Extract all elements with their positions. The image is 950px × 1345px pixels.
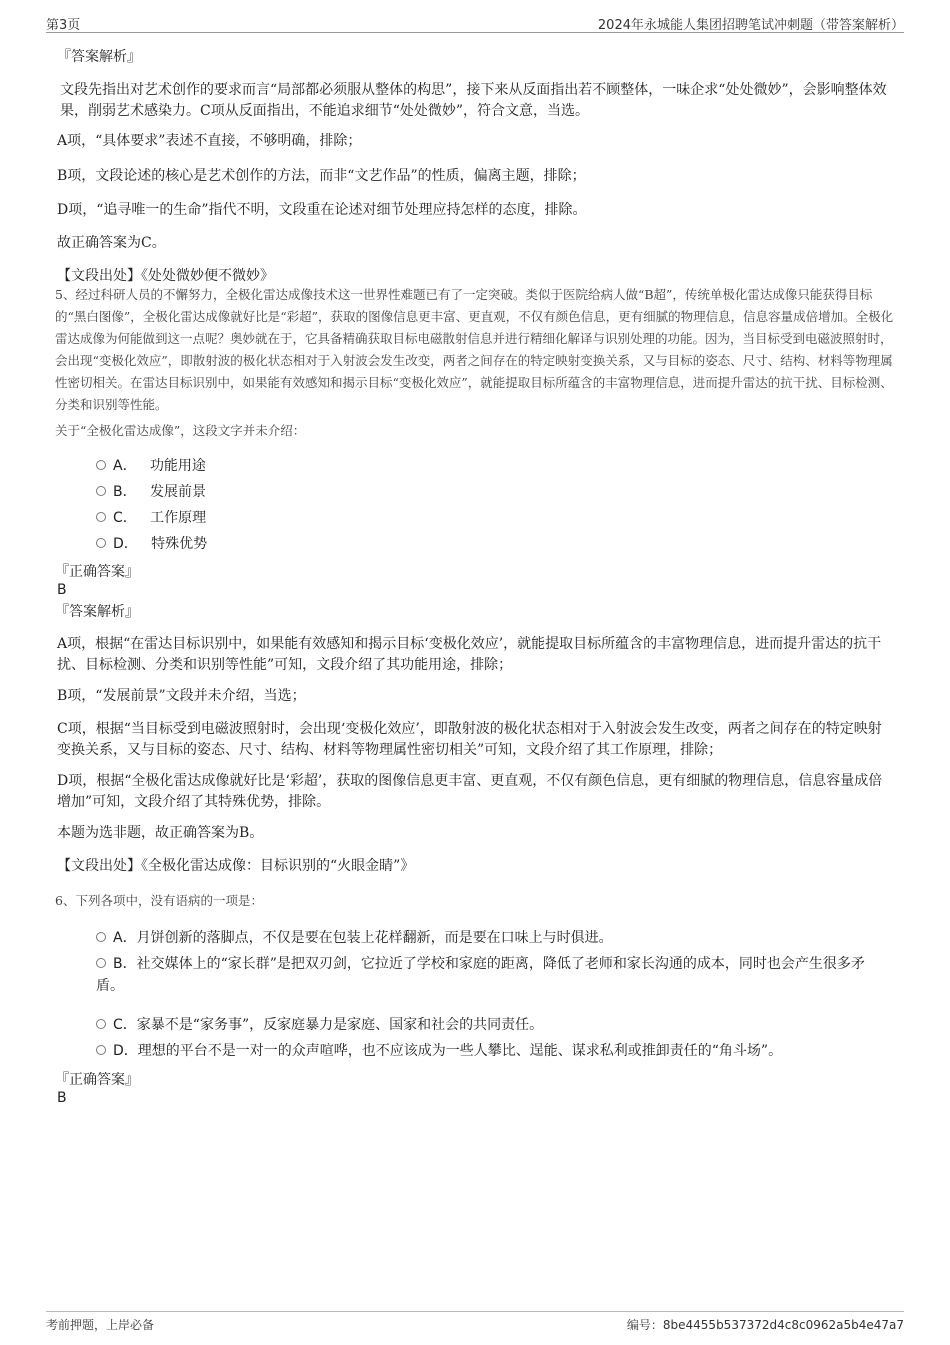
document-title: 2024年永城能人集团招聘笔试冲刺题（带答案解析）	[597, 18, 904, 33]
radio-icon[interactable]	[96, 1045, 106, 1055]
question-prompt: 关于“全极化雷达成像”，这段文字并未介绍：	[55, 423, 306, 438]
radio-icon[interactable]	[96, 486, 106, 496]
correct-answer-heading: 『正确答案』	[55, 1072, 139, 1088]
question-stem: 5、经过科研人员的不懈努力，全极化雷达成像技术这一世界性难题已有了一定突破。类似于医院给病人做“B超”，传统单极化雷达成像只能获得目标的“黑白图像”，全极化雷达成像就好比是“彩超”，获取的图像信息更丰富、更直观，不仅有颜色信息，更有细腻的物理信息，信息容量成倍增加。全极化雷达成像为何能做到这一点呢？奥妙就在于，它具备精确获取目标电磁散射信息并进行精细化解译与识别处理的功能。因为，当目标受到电磁波照射时，会出现“变极化效应”，即散射波的极化状态相对于入射波会发生改变，两者之间存在的特定映射变换关系，又与目标的姿态、尺寸、结构、材料等物理属性密切相关。在雷达目标识别中，如果能有效感知和揭示目标“变极化效应”，就能提取目标所蕴含的丰富物理信息，进而提升雷达的抗干扰、目标检测、分类和识别等性能。	[55, 287, 894, 412]
analysis-paragraph: B项，文段论述的核心是艺术创作的方法，而非“文艺作品”的性质，偏离主题，排除；	[57, 168, 586, 184]
page-number: 第3页	[46, 18, 81, 33]
radio-icon[interactable]	[96, 460, 106, 470]
analysis-paragraph: 本题为选非题，故正确答案为B。	[57, 825, 264, 841]
option-b[interactable]: B．社交媒体上的“家长群”是把双刃剑，它拉近了学校和家庭的距离，降低了老师和家长沟通的成本，同时也会产生很多矛盾。	[96, 956, 865, 994]
option-d[interactable]: D．理想的平台不是一对一的众声喧哗，也不应该成为一些人攀比、逞能、谋求私利或推卸责任的“角斗场”。	[96, 1040, 896, 1062]
analysis-paragraph: A项，“具体要求”表述不直接，不够明确，排除；	[57, 133, 362, 149]
option-c[interactable]: C． 工作原理	[96, 507, 896, 529]
analysis-paragraph: C项，根据“当目标受到电磁波照射时，会出现‘变极化效应’，即散射波的极化状态相对于入射波会发生改变，两者之间存在的特定映射变换关系，又与目标的姿态、尺寸、结构、材料等物理属性密切相关”可知，文段介绍了其工作原理，排除；	[57, 721, 882, 758]
option-a[interactable]: A．月饼创新的落脚点，不仅是要在包装上花样翻新，而是要在口味上与时俱进。	[96, 927, 896, 949]
analysis-paragraph: B项，“发展前景”文段并未介绍，当选；	[57, 688, 306, 704]
option-a[interactable]: A． 功能用途	[96, 455, 896, 477]
source-citation: 【文段出处】《处处微妙便不微妙》	[57, 268, 274, 284]
analysis-paragraph: A项，根据“在雷达目标识别中，如果能有效感知和揭示目标‘变极化效应’，就能提取目标所蕴含的丰富物理信息，进而提升雷达的抗干扰、目标检测、分类和识别等性能”可知，文段介绍了其功能用途，排除；	[57, 636, 882, 673]
page-footer	[46, 1311, 904, 1334]
option-d[interactable]: D． 特殊优势	[96, 533, 896, 555]
question-stem: 6、下列各项中，没有语病的一项是：	[55, 893, 263, 908]
radio-icon[interactable]	[96, 512, 106, 522]
page-header	[46, 12, 904, 33]
radio-icon[interactable]	[96, 1019, 106, 1029]
analysis-paragraph: 故正确答案为C。	[57, 235, 166, 251]
analysis-heading: 『答案解析』	[55, 604, 139, 620]
radio-icon[interactable]	[96, 932, 106, 942]
analysis-paragraph: 文段先指出对艺术创作的要求而言“局部都必须服从整体的构思”，接下来从反面指出若不顾整体，一味企求“处处微妙”，会影响整体效果，削弱艺术感染力。C项从反面指出，不能追求细节“处处微妙”，符合文意，当选。	[60, 82, 887, 119]
option-c[interactable]: C．家暴不是“家务事”，反家庭暴力是家庭、国家和社会的共同责任。	[96, 1014, 896, 1036]
correct-answer: B	[57, 582, 67, 598]
analysis-paragraph: D项，根据“全极化雷达成像就好比是‘彩超’，获取的图像信息更丰富、更直观，不仅有颜色信息，更有细腻的物理信息，信息容量成倍增加”可知，文段介绍了其特殊优势，排除。	[57, 773, 883, 810]
radio-icon[interactable]	[96, 538, 106, 548]
correct-answer-heading: 『正确答案』	[55, 564, 139, 580]
footer-slogan: 考前押题，上岸必备	[46, 1318, 155, 1332]
analysis-paragraph: D项，“追寻唯一的生命”指代不明，文段重在论述对细节处理应持怎样的态度，排除。	[57, 202, 587, 218]
analysis-heading: 『答案解析』	[57, 49, 141, 65]
document-code: 编号：8be4455b537372d4c8c0962a5b4e47a7	[626, 1318, 904, 1332]
source-citation: 【文段出处】《全极化雷达成像：目标识别的“火眼金睛”》	[57, 858, 415, 874]
correct-answer: B	[57, 1090, 67, 1106]
radio-icon[interactable]	[96, 958, 106, 968]
option-b[interactable]: B． 发展前景	[96, 481, 896, 503]
